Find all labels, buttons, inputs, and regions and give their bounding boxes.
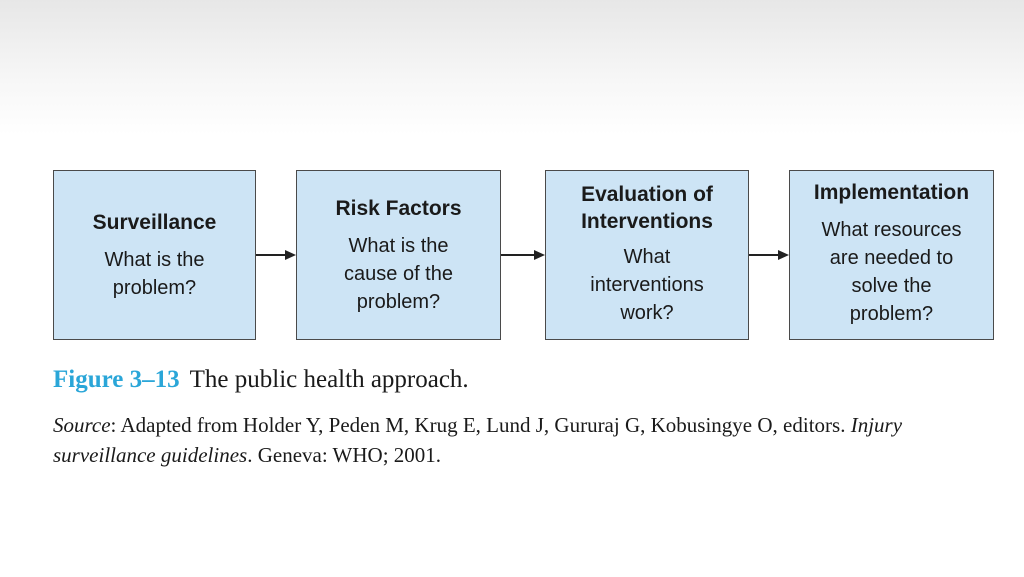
step-box-risk-factors (296, 170, 501, 340)
step-body-evaluation (590, 243, 703, 327)
step-body-line: cause of the (344, 262, 453, 285)
step-title-line: Interventions (581, 210, 713, 233)
step-body-line: problem? (112, 276, 197, 299)
source-text-before-title: : Adapted from Holder Y, Peden M, Krug E, Lund J, Gururaj G, Kobusingye O, editors. (110, 413, 851, 437)
step-body-line: work? (620, 302, 674, 324)
step-title-implementation: Implementation (813, 181, 970, 204)
arrow-evaluation-to-implementation (749, 250, 789, 260)
step-body-line: What is the (104, 248, 205, 271)
step-body-line: are needed to (829, 247, 954, 269)
step-body-line: problem? (849, 303, 934, 325)
step-title-evaluation (581, 181, 713, 235)
step-body-line: What (623, 246, 671, 268)
step-box-evaluation (545, 170, 749, 340)
source-label: Source (53, 413, 111, 437)
figure-caption (53, 366, 469, 394)
step-box-surveillance (53, 170, 256, 340)
arrow-risk-to-evaluation (501, 250, 545, 260)
step-body-surveillance (104, 246, 204, 302)
step-body-line: problem? (356, 290, 441, 313)
step-title-risk-factors: Risk Factors (335, 196, 462, 220)
step-body-line: solve the (851, 275, 932, 297)
step-body-line: interventions (590, 274, 704, 296)
source-text-after-title: . Geneva: WHO; 2001. (247, 443, 442, 467)
top-gradient-band (0, 0, 1024, 135)
step-body-line: What is the (348, 234, 449, 257)
step-box-implementation (789, 170, 994, 340)
source-title: Injury surveillance guidelines (53, 413, 903, 467)
figure-label: Figure 3–13 (53, 366, 180, 393)
step-body-risk-factors (344, 232, 453, 316)
step-body-line: What resources (821, 219, 962, 241)
step-body-implementation (821, 216, 961, 328)
step-title-line: Evaluation of (581, 183, 713, 206)
arrow-surveillance-to-risk (256, 250, 296, 260)
source-citation (53, 410, 1003, 470)
figure-caption-text: The public health approach. (189, 366, 469, 393)
step-title-surveillance: Surveillance (92, 210, 217, 234)
